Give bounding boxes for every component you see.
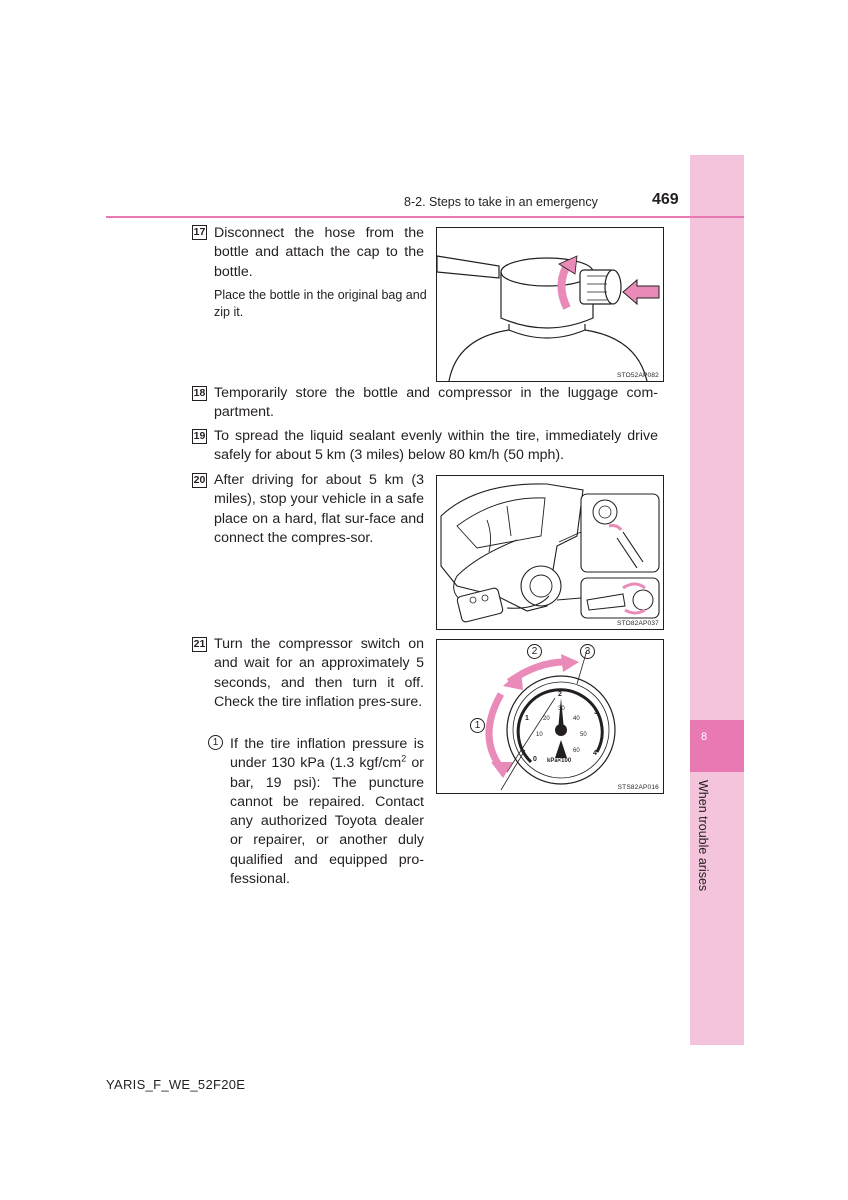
step-17-text: Disconnect the hose from the bottle and attach the cap to the bottle.	[214, 225, 424, 280]
step-21-text: Turn the compressor switch on and wait for an approximately 5 seconds, and then turn it off. Check the tire inflation pres-sure.	[214, 636, 424, 710]
chapter-number: 8	[700, 731, 708, 743]
step-number-20: 20	[193, 474, 206, 486]
step-20-text: After driving for about 5 km (3 miles), stop your vehicle in a safe place on a hard, flat sur-face and connect the compres-sor.	[214, 472, 424, 546]
section-header: 8-2. Steps to take in an emergency	[404, 195, 598, 209]
gauge-outer-tick-0: 0	[533, 756, 537, 763]
figure-pressure-gauge	[436, 639, 664, 794]
gauge-inner-tick-40: 40	[573, 716, 580, 722]
car-compressor-illustration	[437, 476, 663, 629]
callout-3: 3	[580, 644, 595, 659]
gauge-inner-tick-60: 60	[573, 748, 580, 754]
chapter-title: When trouble arises	[696, 780, 710, 892]
figure-code: STO82AP037	[617, 620, 659, 627]
step-number-17: 17	[193, 226, 206, 238]
gauge-inner-tick-30: 30	[558, 706, 565, 712]
step-number-21: 21	[193, 638, 206, 650]
gauge-inner-tick-20: 20	[543, 716, 550, 722]
figure-code: STO52AP082	[617, 372, 659, 379]
sub-item-marker: 1	[208, 735, 223, 750]
step-number-19: 19	[193, 430, 206, 442]
gauge-unit-label: kPa×100	[547, 758, 572, 764]
gauge-outer-tick-4: 4	[593, 750, 597, 757]
gauge-outer-tick-1: 1	[525, 715, 529, 722]
callout-1: 1	[470, 718, 485, 733]
step-18-text: Temporarily store the bottle and compressor in the luggage com-partment.	[214, 385, 658, 421]
sub-item-text: If the tire inflation pressure is under 130 kPa (1.3 kgf/$cm^2$ or bar, 19 psi): The puncture cannot be repaired. Contact any authorized Toyota dealer or repairer, or another duly qualified and equipped pro-fessional.	[230, 736, 424, 888]
step-19-text: To spread the liquid sealant evenly within the tire, immediately drive safely for about 5 km (3 miles) below 80 km/h (50 mph).	[214, 428, 658, 464]
gauge-inner-tick-50: 50	[580, 732, 587, 738]
step-17-note: Place the bottle in the original bag and zip it.	[214, 288, 427, 319]
figure-code: STS82AP016	[617, 784, 659, 791]
gauge-inner-tick-10: 10	[536, 732, 543, 738]
page-number: 469	[652, 191, 679, 208]
figure-bottle-cap	[436, 227, 664, 382]
chapter-tab-highlight	[690, 720, 744, 772]
header-rule	[106, 216, 744, 218]
callout-2: 2	[527, 644, 542, 659]
gauge-outer-tick-3: 3	[594, 709, 598, 716]
step-number-18: 18	[193, 387, 206, 399]
pressure-gauge-illustration	[437, 640, 663, 793]
bottle-cap-illustration	[437, 228, 663, 381]
gauge-outer-tick-2: 2	[558, 691, 562, 698]
document-code: YARIS_F_WE_52F20E	[106, 1077, 246, 1092]
chapter-side-tab	[690, 155, 744, 1045]
figure-connect-compressor	[436, 475, 664, 630]
